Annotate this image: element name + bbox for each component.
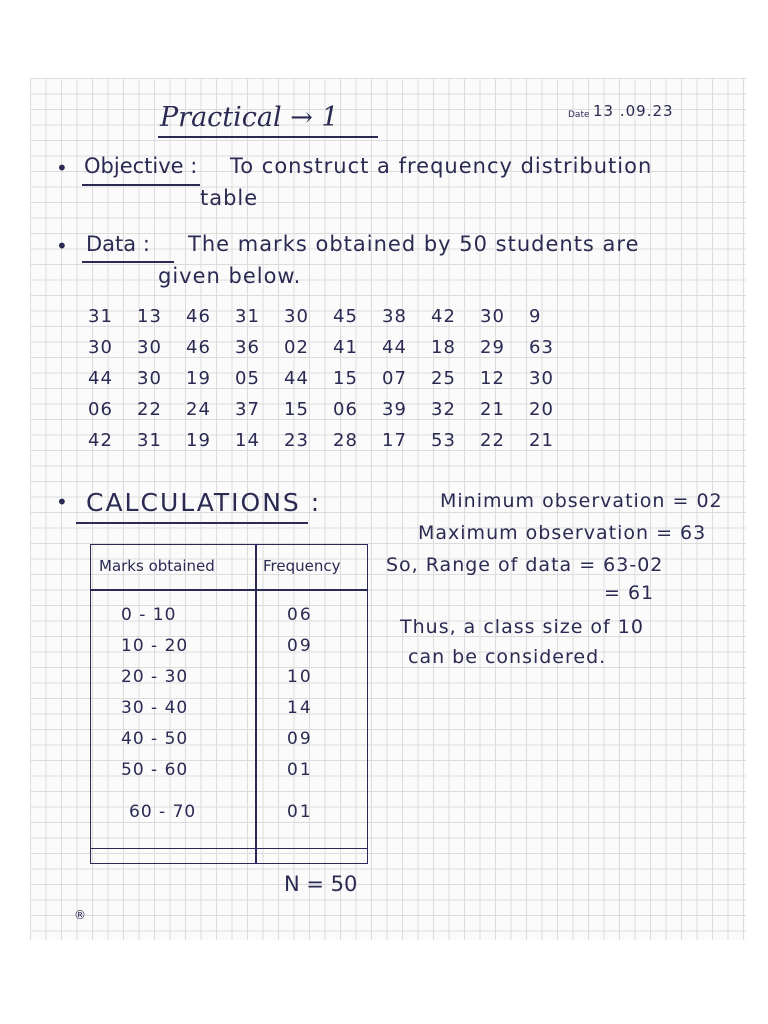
title-underline xyxy=(158,136,378,138)
notebook-page xyxy=(30,78,746,940)
bullet-objective: • xyxy=(56,156,68,180)
data-text-line1: The marks obtained by 50 students are xyxy=(188,232,640,256)
marks-data-grid xyxy=(88,306,578,461)
bullet-data: • xyxy=(56,234,68,258)
data-value: 18 xyxy=(431,337,456,358)
class-frequency: 09 xyxy=(287,636,313,656)
calculations-heading: CALCULATIONS : xyxy=(86,488,322,517)
data-value: 22 xyxy=(480,430,505,451)
data-underline xyxy=(82,261,174,263)
data-value: 24 xyxy=(186,399,211,420)
class-interval: 60 - 70 xyxy=(129,802,197,822)
data-value: 30 xyxy=(529,368,554,389)
frequency-table xyxy=(90,544,368,864)
data-row xyxy=(88,337,578,368)
total-frequency: N = 50 xyxy=(284,872,358,896)
data-value: 05 xyxy=(235,368,260,389)
registered-mark: ® xyxy=(74,908,86,922)
data-value: 30 xyxy=(137,368,162,389)
data-value: 21 xyxy=(480,399,505,420)
data-value: 02 xyxy=(284,337,309,358)
table-header-divider xyxy=(91,589,367,591)
objective-label: Objective : xyxy=(84,154,198,178)
data-row xyxy=(88,399,578,430)
data-value: 30 xyxy=(88,337,113,358)
data-value: 30 xyxy=(284,306,309,327)
data-value: 23 xyxy=(284,430,309,451)
data-value: 42 xyxy=(88,430,113,451)
table-row xyxy=(91,729,367,759)
data-value: 19 xyxy=(186,368,211,389)
range-line: So, Range of data = 63-02 xyxy=(386,554,664,576)
data-value: 20 xyxy=(529,399,554,420)
data-value: 25 xyxy=(431,368,456,389)
data-row xyxy=(88,430,578,461)
data-value: 14 xyxy=(235,430,260,451)
data-label: Data : xyxy=(86,232,150,256)
data-value: 42 xyxy=(431,306,456,327)
min-observation: Minimum observation = 02 xyxy=(440,490,723,512)
range-result: = 61 xyxy=(604,582,655,604)
col-header-frequency: Frequency xyxy=(263,557,341,575)
objective-underline xyxy=(82,184,200,186)
data-value: 30 xyxy=(480,306,505,327)
data-value: 44 xyxy=(382,337,407,358)
class-size-line1: Thus, a class size of 10 xyxy=(400,616,644,638)
data-value: 44 xyxy=(88,368,113,389)
data-value: 9 xyxy=(529,306,542,327)
data-value: 37 xyxy=(235,399,260,420)
data-value: 38 xyxy=(382,306,407,327)
data-value: 06 xyxy=(333,399,358,420)
class-interval: 0 - 10 xyxy=(121,605,177,625)
class-interval: 40 - 50 xyxy=(121,729,189,749)
calculations-underline xyxy=(76,522,308,524)
data-value: 53 xyxy=(431,430,456,451)
data-value: 15 xyxy=(333,368,358,389)
data-value: 15 xyxy=(284,399,309,420)
data-value: 12 xyxy=(480,368,505,389)
data-value: 21 xyxy=(529,430,554,451)
data-value: 06 xyxy=(88,399,113,420)
data-value: 22 xyxy=(137,399,162,420)
class-interval: 20 - 30 xyxy=(121,667,189,687)
data-row xyxy=(88,368,578,399)
table-row xyxy=(91,802,367,832)
data-value: 07 xyxy=(382,368,407,389)
data-value: 31 xyxy=(235,306,260,327)
data-value: 44 xyxy=(284,368,309,389)
table-row xyxy=(91,698,367,728)
date-value: 13 .09.23 xyxy=(593,102,674,120)
data-value: 30 xyxy=(137,337,162,358)
table-row xyxy=(91,667,367,697)
objective-text-line2: table xyxy=(200,186,259,210)
table-bottom-divider xyxy=(91,848,367,850)
col-header-marks: Marks obtained xyxy=(99,557,215,575)
data-value: 31 xyxy=(88,306,113,327)
data-value: 63 xyxy=(529,337,554,358)
data-value: 28 xyxy=(333,430,358,451)
data-value: 13 xyxy=(137,306,162,327)
class-interval: 10 - 20 xyxy=(121,636,189,656)
class-frequency: 06 xyxy=(287,605,313,625)
class-frequency: 14 xyxy=(287,698,313,718)
data-value: 39 xyxy=(382,399,407,420)
page-title: Practical → 1 xyxy=(160,102,339,133)
table-row xyxy=(91,636,367,666)
data-value: 46 xyxy=(186,337,211,358)
class-frequency: 01 xyxy=(287,760,313,780)
bullet-calculations: • xyxy=(56,490,68,514)
data-value: 19 xyxy=(186,430,211,451)
max-observation: Maximum observation = 63 xyxy=(418,522,707,544)
class-frequency: 10 xyxy=(287,667,313,687)
data-value: 36 xyxy=(235,337,260,358)
class-interval: 30 - 40 xyxy=(121,698,189,718)
data-row xyxy=(88,306,578,337)
table-row xyxy=(91,605,367,635)
table-row xyxy=(91,760,367,790)
class-frequency: 01 xyxy=(287,802,313,822)
data-value: 17 xyxy=(382,430,407,451)
class-interval: 50 - 60 xyxy=(121,760,189,780)
data-value: 31 xyxy=(137,430,162,451)
class-frequency: 09 xyxy=(287,729,313,749)
data-value: 41 xyxy=(333,337,358,358)
class-size-line2: can be considered. xyxy=(408,646,607,668)
data-value: 45 xyxy=(333,306,358,327)
data-value: 46 xyxy=(186,306,211,327)
date-label: Date xyxy=(568,110,590,120)
data-text-line2: given below. xyxy=(158,264,302,288)
data-value: 32 xyxy=(431,399,456,420)
data-value: 29 xyxy=(480,337,505,358)
objective-text-line1: To construct a frequency distribution xyxy=(230,154,653,178)
